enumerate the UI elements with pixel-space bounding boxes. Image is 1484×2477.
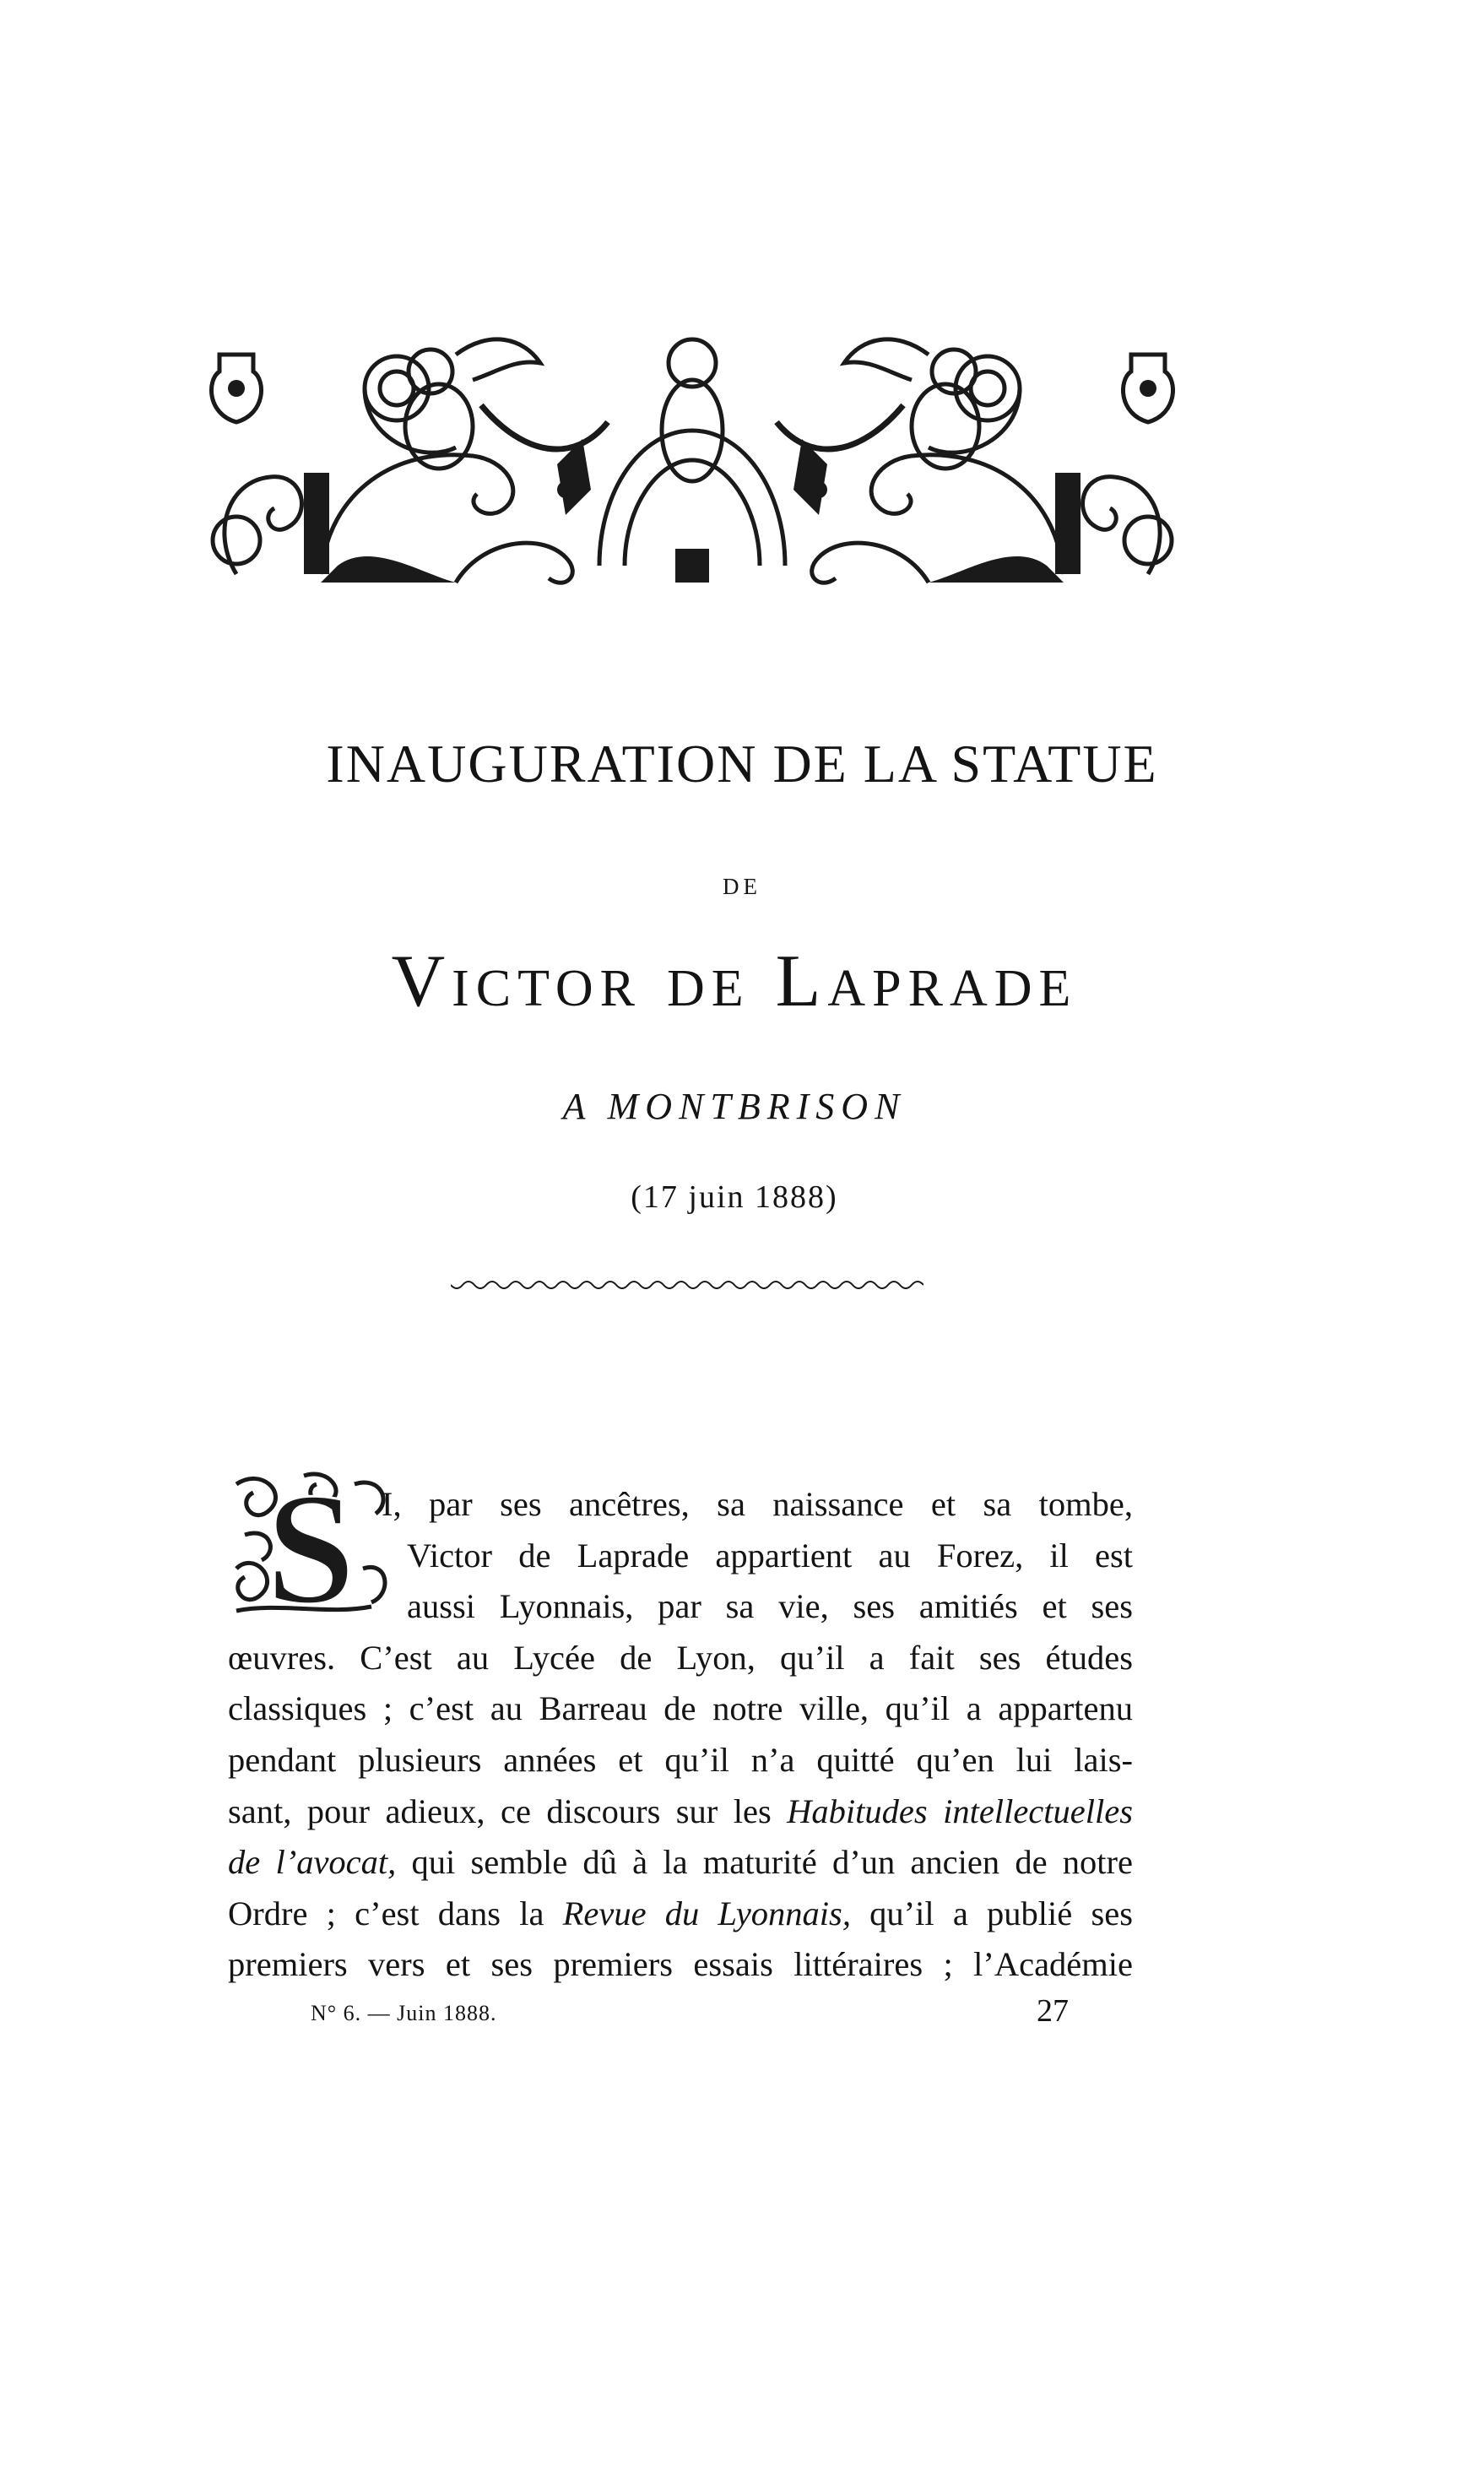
text-line: Ordre ; c’est dans la Revue du Lyonnais, qu’il a publié ses (228, 1894, 1133, 1932)
text-line: classiques ; c’est au Barreau de notre ville, qu’il a appartenu (228, 1689, 1133, 1728)
text-line: sant, pour adieux, ce discours sur les Habitudes intellectuelles (228, 1791, 1133, 1830)
drop-cap-letter: S (266, 1467, 355, 1621)
wavy-rule-divider (451, 1276, 923, 1293)
title-name: Victor de Laprade (391, 940, 1078, 1022)
text-line: Victor de Laprade appartient au Forez, il est (407, 1536, 1133, 1575)
italic-title: de l’avocat, (228, 1843, 397, 1882)
italic-title: Habitudes intellectuelles (787, 1791, 1133, 1830)
title-main: INAUGURATION DE LA STATUE (326, 734, 1158, 794)
title-de: DE (723, 874, 761, 899)
text-line: I, par ses ancêtres, sa naissance et sa tombe, (382, 1485, 1133, 1523)
body-text (228, 1479, 1133, 1991)
text-line: pendant plusieurs années et qu’il n’a quitté qu’en lui lais- (228, 1740, 1133, 1779)
text-line: premiers vers et ses premiers essais littéraires ; l’Académie (228, 1945, 1133, 1984)
footer-signature: N° 6. — Juin 1888. (311, 2001, 497, 2025)
text-line: de l’avocat, qui semble dû à la maturité d’un ancien de notre (228, 1843, 1134, 1882)
italic-title: Revue du Lyonnais, (562, 1894, 851, 1932)
ornamental-headpiece-icon (203, 321, 1182, 591)
page-number: 27 (1037, 1993, 1069, 2029)
title-date: (17 juin 1888) (631, 1179, 838, 1215)
title-place: A MONTBRISON (562, 1086, 907, 1127)
text-line: œuvres. C’est au Lycée de Lyon, qu’il a fait ses études (228, 1638, 1133, 1677)
text-line: aussi Lyonnais, par sa vie, ses amitiés et ses (407, 1587, 1133, 1626)
